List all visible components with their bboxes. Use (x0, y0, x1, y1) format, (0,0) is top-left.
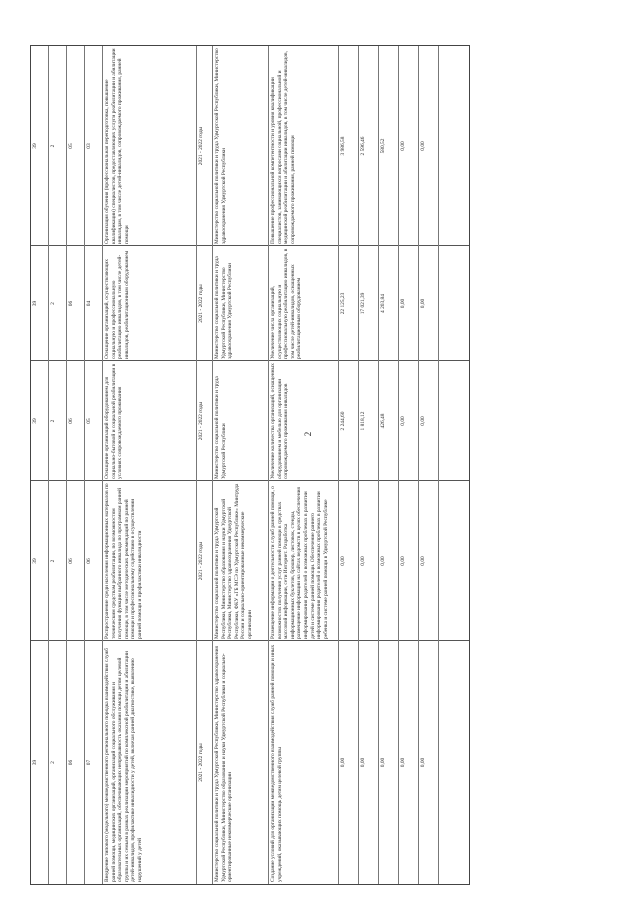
cell-code-2 (49, 46, 67, 246)
cell-value-last-text (439, 46, 470, 246)
cell-value-total (339, 46, 359, 246)
cell-code-4-text: 06 (86, 558, 93, 564)
cell-executor (213, 246, 269, 361)
cell-value-2 (359, 361, 379, 481)
cell-executor-text: Министерство социальной политики и труда Удмуртской Республики (214, 376, 227, 479)
cell-measure-text: Внедрение типового (модельного) межведомственного регионального порядка взаимодействия служб ранней помощи, медицинских организаций, организаций социального обслуживания и образовательных организаций, обеспечивающих непрерывность оказания помощи детям целевой группы и их семьям в рамках реализации мероприятий по комплексной реабилитации и абилитации детей-инвалидов, профилактике инвалидности у детей, включая ранней диагностике, выявлению нарушений у детей (104, 647, 144, 882)
table-row (31, 641, 469, 884)
cell-executor (213, 641, 269, 884)
cell-executor (213, 46, 269, 246)
cell-code-1 (31, 246, 49, 361)
cell-code-3-text: 06 (68, 418, 75, 424)
cell-value-last (439, 641, 470, 884)
cell-code-2-text: 2 (50, 761, 57, 764)
table-row (31, 46, 469, 246)
cell-measure-text: Распространение среди населения информационных материалов по техническим средствам реабилитации, по возможностям получения функции выбранного инвалида по программам ранней помощи, в том числе методических рекомендаций по ранней помощи и профессиональному содействию в осуществлении ранней помощи и профилактики инвалидности (104, 483, 144, 639)
cell-value-5 (419, 481, 439, 641)
cell-code-3 (67, 46, 85, 246)
cell-value-2 (359, 481, 379, 641)
cell-code-4 (85, 246, 103, 361)
program-table (30, 45, 470, 885)
cell-code-4 (85, 481, 103, 641)
cell-period-text: 2021 - 2022 годы (197, 743, 204, 782)
cell-executor (213, 481, 269, 641)
cell-value-total-text: 0,00 (340, 757, 347, 768)
cell-code-1-text: 39 (32, 300, 38, 307)
cell-result-text: Увеличение числа организаций, осуществляющих социальную и профессиональную реабилитацию инвалидов, в том числе детей-инвалидов, оснащенных реабилитационным оборудованием (269, 248, 303, 359)
cell-period-text: 2021 - 2022 годы (197, 401, 204, 441)
cell-code-4 (85, 641, 103, 884)
cell-value-total (339, 481, 359, 641)
cell-value-3-text: 0,00 (379, 757, 386, 768)
cell-value-last-text (439, 481, 470, 641)
cell-period (197, 481, 213, 641)
cell-code-4 (85, 46, 103, 246)
cell-measure (103, 361, 197, 481)
cell-value-2-text: 0,00 (360, 757, 367, 768)
table-row (31, 361, 469, 481)
cell-result-text: Размещение информации о деятельности служб ранней помощи, о возможностях получения услуг ранней помощи в средствах массовой информации, сети Интернет. Разработка информационных буклетов, брошюр, листовок, стенды, размещение информации на сайтах ведомств в целях обеспечения информирования родителей о возможных проблемах в развитии детей и системе ранней помощи. Обеспечение раннего информирования родителей о возможных проблемах в развитии ребенка и системе ранней помощи в Удмуртской Республике (269, 486, 329, 639)
cell-code-2 (49, 246, 67, 361)
cell-code-4 (85, 361, 103, 481)
cell-value-3-text: 0,00 (379, 556, 386, 566)
cell-value-4 (399, 481, 419, 641)
cell-value-4-text: 0,00 (399, 556, 406, 566)
cell-period-text: 2021 - 2022 годы (197, 126, 204, 166)
cell-value-5 (419, 46, 439, 246)
page-number: 2 (303, 431, 313, 437)
cell-code-2-text: 2 (50, 419, 57, 423)
cell-measure (103, 46, 197, 246)
cell-code-2-text: 2 (50, 144, 57, 148)
cell-period (197, 361, 213, 481)
cell-code-3 (67, 481, 85, 641)
cell-value-3-text: 4 203,84 (379, 294, 386, 313)
table-row (31, 246, 469, 361)
cell-code-2-text: 2 (50, 302, 57, 305)
cell-value-5 (419, 246, 439, 361)
cell-period-text: 2021 - 2022 годы (197, 284, 204, 323)
cell-value-2 (359, 246, 379, 361)
cell-code-2 (49, 361, 67, 481)
cell-code-4-text: 04 (86, 300, 93, 307)
cell-value-total-text: 22 125,23 (340, 292, 347, 315)
cell-code-3 (67, 246, 85, 361)
cell-value-4-text: 0,00 (399, 298, 406, 309)
cell-code-3-text: 06 (68, 300, 75, 307)
cell-result-text: Повышение профессиональной компетентности и уровня квалификации специалистов, занимающихся вопросами социальной, профессиональной и медицинской реабилитации и абилитации инвалидов, в том числе детей-инвалидов, сопровождаемого проживания, ранней помощи (269, 51, 296, 244)
cell-code-1-text: 39 (32, 558, 38, 564)
cell-code-3 (67, 361, 85, 481)
cell-code-2 (49, 641, 67, 884)
cell-result (269, 46, 339, 246)
cell-value-2 (359, 46, 379, 246)
cell-code-2 (49, 481, 67, 641)
cell-code-1-text: 39 (32, 418, 38, 424)
cell-measure (103, 246, 197, 361)
cell-value-3-text: 426,48 (379, 413, 386, 429)
cell-code-4-text: 07 (86, 759, 93, 766)
cell-value-total (339, 361, 359, 481)
cell-executor-text: Министерство социальной политики и труда Удмуртской Республики, Министерство здравоохранения Удмуртской Республики, Министерство образования и науки Удмуртской Республики и социально-ориентированные некоммерческие организации (214, 645, 234, 882)
cell-value-5-text: 0,00 (419, 416, 426, 426)
cell-period-text: 2021 - 2022 годы (197, 541, 204, 581)
cell-value-2-text: 0,00 (360, 556, 367, 566)
cell-result (269, 481, 339, 641)
cell-value-last-text (439, 641, 470, 884)
cell-code-1 (31, 361, 49, 481)
cell-value-2-text: 17 021,39 (360, 292, 367, 315)
cell-value-total (339, 246, 359, 361)
cell-value-2 (359, 641, 379, 884)
cell-measure-text: Оснащение организаций, осуществляющих социальную и профессиональную реабилитацию инвалидов, в том числе детей-инвалидов, реабилитационным оборудованием (104, 250, 131, 359)
cell-code-3-text: 06 (68, 558, 75, 564)
cell-result-text: Создание условий для организации межведомственного взаимодействия служб ранней помощи и иных учреждений, оказывающих помощь детям целевой группы (269, 644, 283, 882)
cell-result-text: Увеличение количества организаций, оснащенных оборудованием и мебелью для организации сопровождаемого проживания инвалидов (269, 363, 290, 479)
cell-value-4 (399, 641, 419, 884)
cell-value-3-text: 580,52 (379, 138, 386, 154)
cell-value-4 (399, 361, 419, 481)
cell-value-3 (379, 246, 399, 361)
cell-result (269, 246, 339, 361)
cell-value-total-text: 0,00 (340, 556, 347, 566)
cell-code-3-text: 06 (68, 759, 75, 766)
cell-period (197, 246, 213, 361)
cell-value-total-text: 2 244,60 (340, 411, 347, 431)
cell-code-4-text: 05 (86, 418, 93, 424)
cell-value-last (439, 361, 470, 481)
cell-value-4 (399, 46, 419, 246)
cell-value-4-text: 0,00 (399, 141, 406, 151)
cell-measure-text: Организация обучения (профессиональная переподготовка, повышение квалификации) специалистов, предоставляющих услуги реабилитации и абилитации инвалидам, в том числе детей-инвалидов, сопровождаемого проживания, ранней помощи (104, 48, 131, 244)
cell-value-total (339, 641, 359, 884)
cell-value-3 (379, 641, 399, 884)
cell-result (269, 641, 339, 884)
cell-value-5 (419, 361, 439, 481)
cell-value-5 (419, 641, 439, 884)
cell-executor-text: Министерство социальной политики и труда Удмуртской Республики, Министерство здравоохранения Удмуртской Республики (214, 256, 234, 359)
cell-value-total-text: 3 986,58 (340, 136, 347, 156)
cell-value-last-text (439, 246, 470, 361)
cell-code-1 (31, 641, 49, 884)
cell-code-3 (67, 641, 85, 884)
cell-code-3-text: 05 (68, 143, 75, 149)
cell-executor (213, 361, 269, 481)
cell-period (197, 46, 213, 246)
cell-value-4 (399, 246, 419, 361)
cell-code-1-text: 39 (32, 143, 38, 149)
cell-value-2-text: 1 818,12 (360, 411, 367, 431)
cell-measure (103, 641, 197, 884)
cell-value-last (439, 46, 470, 246)
cell-value-5-text: 0,00 (419, 141, 426, 151)
cell-code-2-text: 2 (50, 559, 57, 563)
cell-value-last-text (439, 361, 470, 481)
cell-executor-text: Министерство социальной политики и труда Удмуртской Республики, Министерство образования и науки Удмуртской Республики, Министерство здравоохранения Удмуртской Республики, ФКУ «ГБ МСЭ по Удмуртской Республике» Минтруда России и социально-ориентированные некоммерческие организации (214, 483, 254, 639)
cell-value-3 (379, 361, 399, 481)
cell-value-4-text: 0,00 (399, 757, 406, 768)
cell-value-5-text: 0,00 (419, 757, 426, 768)
cell-value-3 (379, 46, 399, 246)
cell-value-last (439, 481, 470, 641)
cell-result (269, 361, 339, 481)
cell-value-5-text: 0,00 (419, 556, 426, 566)
cell-executor-text: Министерство социальной политики и труда Удмуртской Республики, Министерство здравоохранения Удмуртской Республики (214, 48, 227, 244)
cell-measure (103, 481, 197, 641)
cell-code-4-text: 03 (86, 143, 93, 149)
cell-value-last (439, 246, 470, 361)
cell-code-1 (31, 46, 49, 246)
cell-value-3 (379, 481, 399, 641)
cell-value-5-text: 0,00 (419, 298, 426, 309)
cell-code-1-text: 39 (32, 759, 38, 766)
table-row (31, 481, 469, 641)
cell-value-4-text: 0,00 (399, 416, 406, 426)
cell-value-2-text: 2 596,46 (360, 136, 367, 156)
cell-measure-text: Оснащение организаций оборудованием для социально-бытовой и социальной реабилитации в условиях сопровождаемого проживания (104, 363, 124, 479)
cell-code-1 (31, 481, 49, 641)
cell-period (197, 641, 213, 884)
